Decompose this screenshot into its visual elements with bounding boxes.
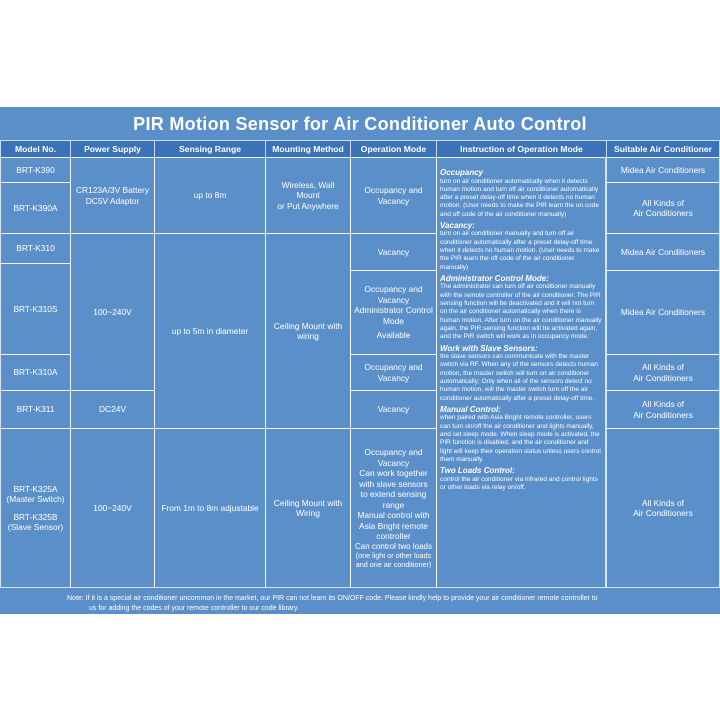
suitable-k390a: All Kinds of Air Conditioners bbox=[606, 182, 720, 234]
suitable-k310a: All Kinds of Air Conditioners bbox=[606, 354, 720, 391]
model-k310: BRT-K310 bbox=[0, 233, 71, 264]
model-k325a-role: (Master Switch) bbox=[6, 494, 65, 504]
model-k390a: BRT-K390A bbox=[0, 182, 71, 234]
slave-heading: Work with Slave Sensors: bbox=[440, 343, 538, 353]
range-2: up to 5m in diameter bbox=[154, 233, 266, 429]
note-label: Note: bbox=[67, 595, 84, 602]
spec-sheet bbox=[0, 107, 720, 614]
mount-3: Ceiling Mount with Wiring bbox=[265, 428, 351, 588]
admin-text: The administrator can turn off air conditioner manually with the remote controller of the air conditioner. The PIR sensing function will be deactivated and it will not turn on the air conditioner automatically when there is human motion. After turn on the air conditioner manually again, the PIR sensing function will be activated again, and the PIR switch will work as in occupancy mode. bbox=[440, 283, 602, 341]
suitable-k390: Midea Air Conditioners bbox=[606, 157, 720, 183]
power-battery: CR123A/3V Battery DC5V Adaptor bbox=[70, 157, 155, 234]
mode-k311: Vacancy bbox=[350, 390, 437, 429]
sheet-title: PIR Motion Sensor for Air Conditioner Auto Control bbox=[133, 114, 587, 134]
two-loads-heading: Two Loads Control: bbox=[440, 466, 515, 476]
header-range: Sensing Range bbox=[154, 140, 266, 158]
model-k310s: BRT-K310S bbox=[0, 263, 71, 355]
spec-table bbox=[0, 140, 720, 588]
mode-k310: Vacancy bbox=[350, 233, 437, 271]
mode-k310s: Occupancy and Vacancy Administrator Control Mode Available bbox=[350, 270, 437, 355]
two-loads-text: control the air conditioner via infrared and control lights or other loads via relay on/off. bbox=[440, 475, 598, 491]
model-k325b-role: (Slave Sensor) bbox=[7, 522, 64, 532]
power-ac-1: 100~240V bbox=[70, 233, 155, 391]
manual-text: when paired with Asia Bright remote controller, users can turn on/off the air conditioner and lights manually, and set sleep mode. When sleep mode is activated, the PIR function is disabled, and the air conditioner and light will keep their operation status unless users control them manually. bbox=[440, 414, 601, 463]
header-mount: Mounting Method bbox=[265, 140, 351, 158]
mount-2: Ceiling Mount with wiring bbox=[265, 233, 351, 429]
range-1: up to 8m bbox=[154, 157, 266, 234]
mode-k310a: Occupancy and Vacancy bbox=[350, 354, 437, 391]
header-model: Model No. bbox=[0, 140, 71, 158]
slave-text: the slave sensors can communicate with the master switch via RF. When any of the sensors detects human motion, the master switch will turn on air conditioner automatically; Only when all of the sensors detect no human motion, will the master switch turn off the air conditioner automatically after a preset delay-off time. bbox=[440, 353, 598, 402]
instruction-text bbox=[436, 157, 606, 588]
header-power: Power Supply bbox=[70, 140, 155, 158]
mount-1: Wireless, Wall Mount or Put Anywhere bbox=[265, 157, 351, 234]
suitable-k310: Midea Air Conditioners bbox=[606, 233, 720, 271]
model-k325b: BRT-K325B bbox=[13, 511, 58, 522]
header-suitable: Suitable Air Conditioner bbox=[606, 140, 720, 158]
model-k390: BRT-K390 bbox=[0, 157, 71, 183]
vacancy-text: turn on air conditioner manually and turn off air conditioner automatically after a preset delay-off time when it detects no human motion. (User needs to make the PIR learn the off code of the air conditioner manually) bbox=[440, 230, 600, 271]
model-k325a: BRT-K325A bbox=[13, 483, 58, 494]
model-k325 bbox=[0, 428, 71, 588]
model-k310a: BRT-K310A bbox=[0, 354, 71, 391]
mode-k390: Occupancy and Vacancy bbox=[350, 157, 437, 234]
power-dc: DC24V bbox=[70, 390, 155, 429]
power-ac-2: 100~240V bbox=[70, 428, 155, 588]
occupancy-heading: Occupancy bbox=[440, 168, 484, 177]
suitable-k311: All Kinds of Air Conditioners bbox=[606, 390, 720, 429]
suitable-k310s: Midea Air Conditioners bbox=[606, 270, 720, 355]
suitable-k325: All Kinds of Air Conditioners bbox=[606, 428, 720, 588]
manual-heading: Manual Control: bbox=[440, 404, 501, 414]
mode-k325: Occupancy and Vacancy Can work together with slave sensors to extend sensing range Manual control with Asia Bright remote controller Can control two loads (one light or other loads and one air conditioner) bbox=[350, 428, 437, 588]
occupancy-text: turn on air conditioner automatically when it detects human motion and turn off air conditioner automatically after a preset delay-off time when it detects no human motion. (User needs to make the PIR learn the on code and off code of the air conditioner manually) bbox=[440, 177, 599, 218]
note-line-2: us for adding the codes of your remote controller to our code library. bbox=[89, 605, 299, 612]
note-line-1: If it is a special air conditioner uncommon in the market, our PIR can not learn its ON/OFF code. Please kindly help to provide your air conditioner remote controller to bbox=[85, 595, 598, 602]
model-k311: BRT-K311 bbox=[0, 390, 71, 429]
range-3: From 1m to 8m adjustable bbox=[154, 428, 266, 588]
header-mode: Operation Mode bbox=[350, 140, 437, 158]
header-instruction: Instruction of Operation Mode bbox=[436, 140, 607, 158]
vacancy-heading: Vacancy: bbox=[440, 220, 475, 230]
admin-heading: Administrator Control Mode: bbox=[440, 273, 549, 283]
